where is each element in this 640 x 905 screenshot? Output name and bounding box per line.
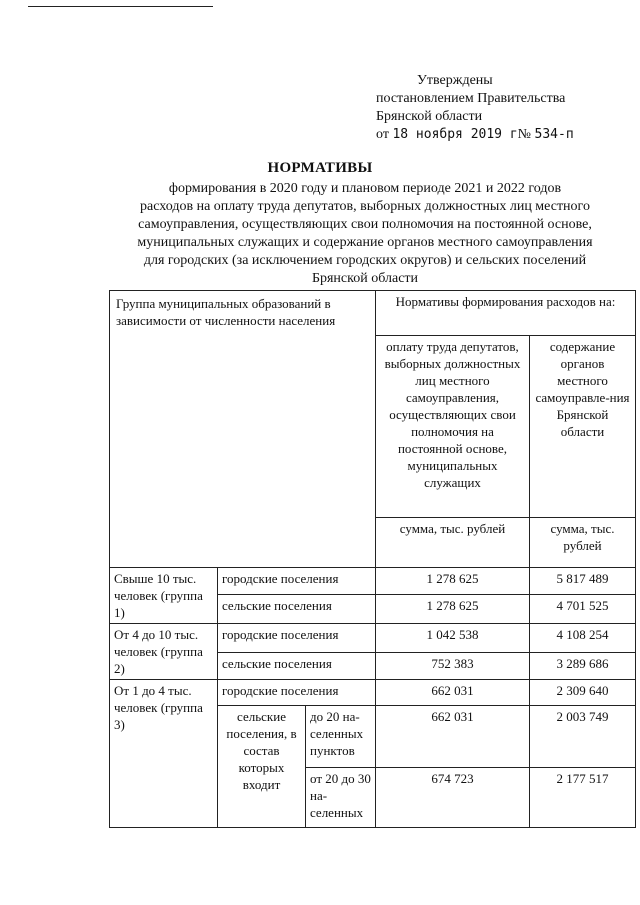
g3-urban-label: городские поселения: [218, 680, 376, 706]
approval-line-1: Утверждены: [417, 73, 493, 88]
g3-rural-label: сельские поселения, в состав которых входит: [218, 706, 306, 828]
approval-block: [376, 72, 574, 144]
top-rule: [28, 6, 213, 7]
g1-urban-pay: 1 278 625: [376, 568, 530, 595]
g3-urban-maint: 2 309 640: [530, 680, 636, 706]
g3-urban-pay: 662 031: [376, 680, 530, 706]
g3-sub2-maint: 2 177 517: [530, 768, 636, 828]
subtitle-line: Брянской области: [311, 271, 419, 286]
g1-rural-label: сельские поселения: [218, 595, 376, 624]
g2-urban-label: городские поселения: [218, 624, 376, 653]
unit-pay: сумма, тыс. рублей: [376, 518, 530, 568]
g2-urban-pay: 1 042 538: [376, 624, 530, 653]
subtitle-line: формирования в 2020 году и плановом периоде 2021 и 2022 годов: [168, 181, 562, 196]
header-group: Группа муниципальных образований в зависимости от численности населения: [110, 291, 376, 568]
approval-line-4: [376, 126, 574, 144]
subtitle-line: муниципальных служащих и содержание органов местного самоуправления: [137, 235, 593, 250]
g1-rural-maint: 4 701 525: [530, 595, 636, 624]
header-maint: содержание органов местного самоуправле-ния Брянской области: [530, 336, 636, 518]
subtitle-line: расходов на оплату труда депутатов, выборных должностных лиц местного: [140, 199, 590, 214]
approval-line-3: Брянской области: [376, 109, 483, 124]
g2-rural-label: сельские поселения: [218, 653, 376, 680]
g3-sub1-maint: 2 003 749: [530, 706, 636, 768]
g3-sub2-label: от 20 до 30 на-селенных: [306, 768, 376, 828]
g2-rural-maint: 3 289 686: [530, 653, 636, 680]
document-subtitle: [100, 180, 630, 288]
g2-rural-pay: 752 383: [376, 653, 530, 680]
approval-date: 18 ноября 2019 г: [392, 127, 518, 142]
header-pay: оплату труда депутатов, выборных должностных лиц местного самоуправления, осуществляющих свои полномочия на постоянной основе, муниципальных служащих: [376, 336, 530, 518]
approval-line-2: постановлением Правительства: [376, 91, 566, 106]
group-1-label: Свыше 10 тыс. человек (группа 1): [110, 568, 218, 624]
subtitle-line: самоуправления, осуществляющих свои полномочия на постоянной основе,: [138, 217, 592, 232]
group-3-label: От 1 до 4 тыс. человек (группа 3): [110, 680, 218, 828]
subtitle-line: для городских (за исключением городских округов) и сельских поселений: [143, 253, 587, 268]
header-norms: Нормативы формирования расходов на:: [376, 291, 636, 336]
approval-from: от: [376, 127, 389, 142]
approval-number: 534-п: [534, 127, 574, 142]
norms-table: [109, 290, 636, 828]
group-2-label: От 4 до 10 тыс. человек (группа 2): [110, 624, 218, 680]
g3-sub1-pay: 662 031: [376, 706, 530, 768]
g1-urban-label: городские поселения: [218, 568, 376, 595]
g1-urban-maint: 5 817 489: [530, 568, 636, 595]
document-title: НОРМАТИВЫ: [267, 160, 373, 176]
g3-sub1-label: до 20 на-селенных пунктов: [306, 706, 376, 768]
g3-sub2-pay: 674 723: [376, 768, 530, 828]
unit-maint: сумма, тыс. рублей: [530, 518, 636, 568]
approval-number-sign: №: [517, 127, 532, 142]
g1-rural-pay: 1 278 625: [376, 595, 530, 624]
g2-urban-maint: 4 108 254: [530, 624, 636, 653]
